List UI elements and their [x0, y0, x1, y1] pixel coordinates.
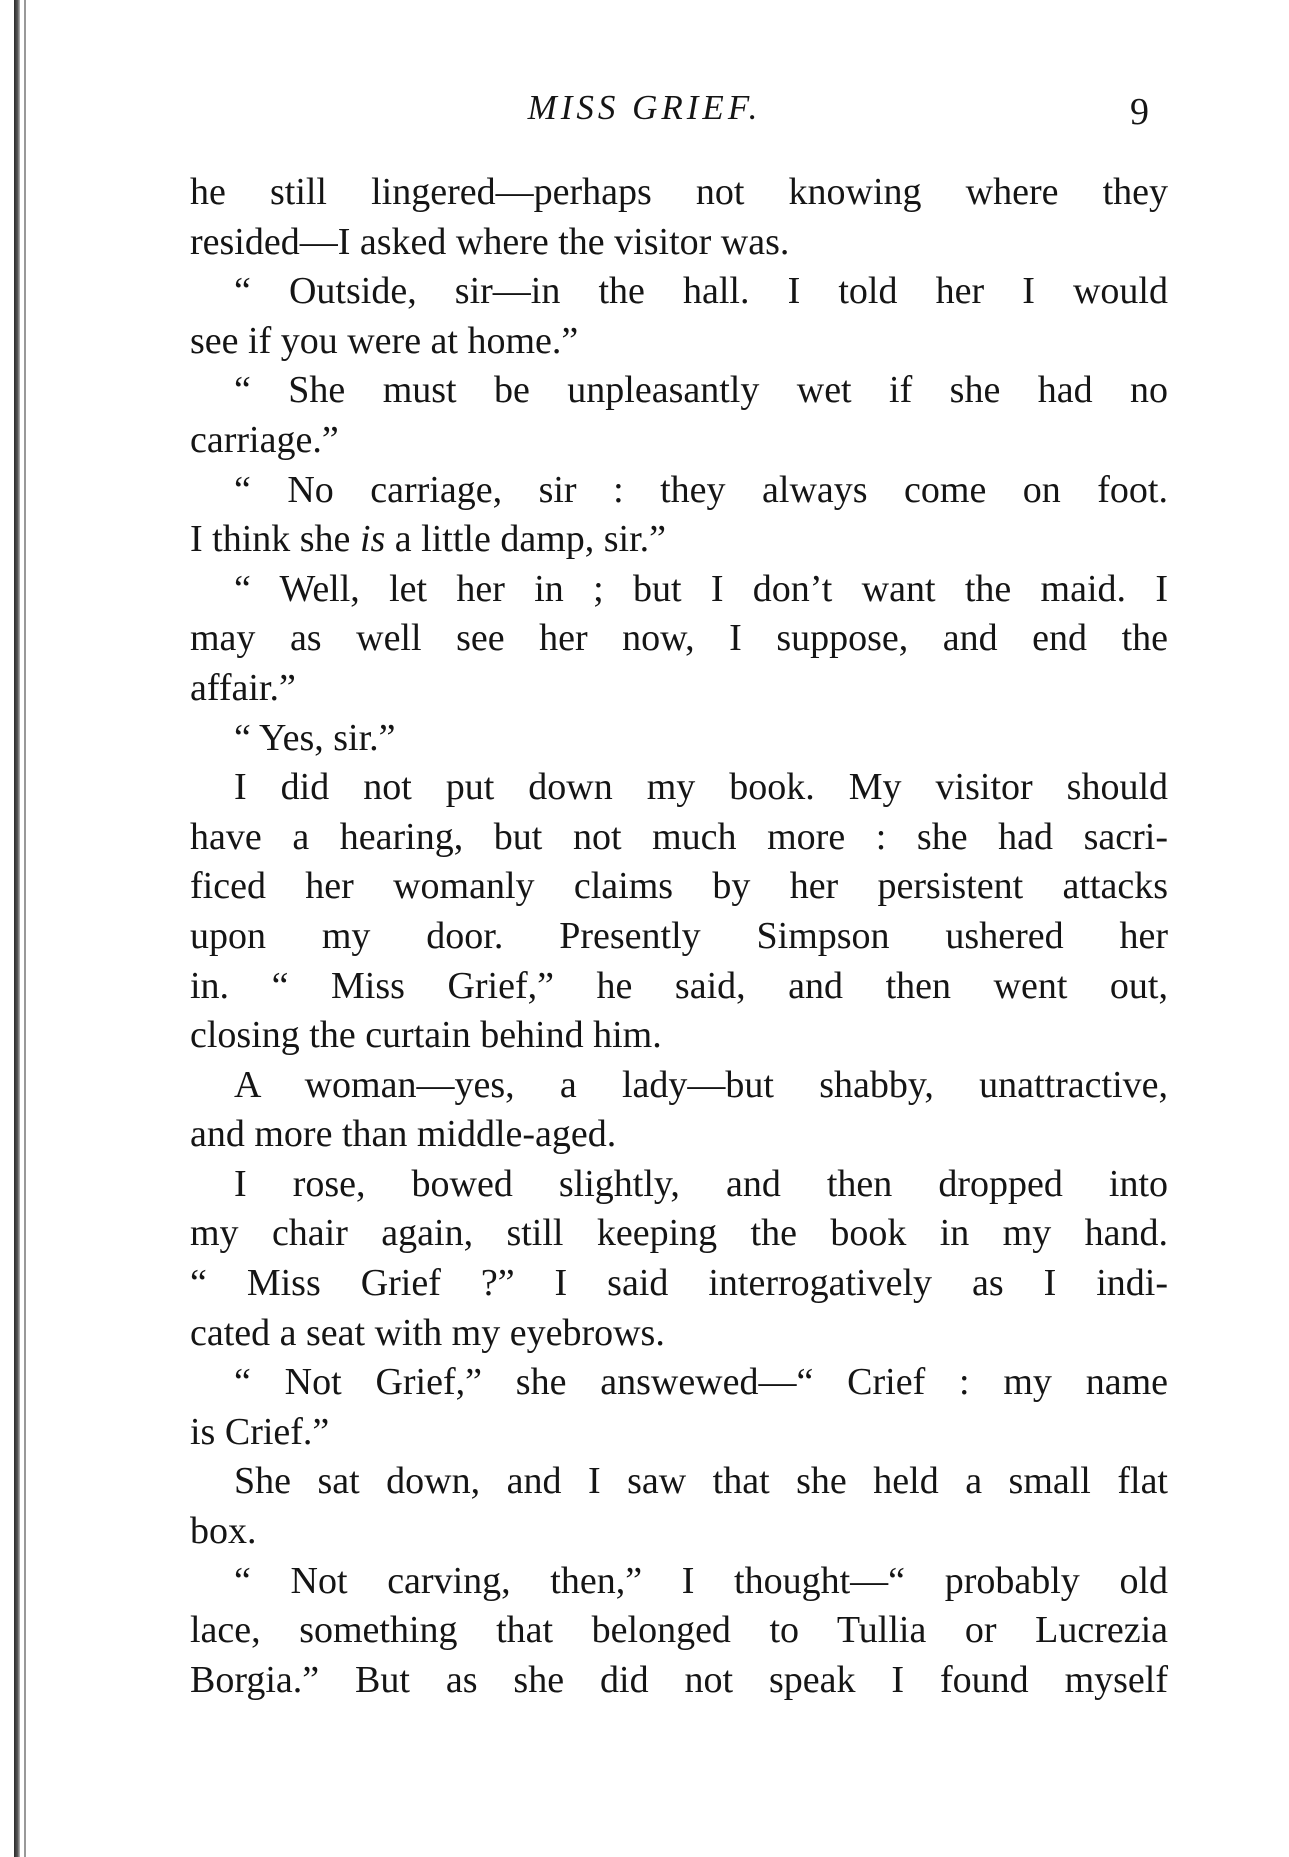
text-line [190, 515, 1168, 565]
page-binding-edge [14, 0, 20, 1857]
text-line: “ Not carving, then,” I thought—“ probably old [234, 1559, 1168, 1602]
text-line: and more than middle-aged. [190, 1113, 617, 1156]
text-line: box. [190, 1510, 257, 1553]
text-line: “ Not Grief,” she answewed—“ Crief : my name [234, 1361, 1168, 1404]
text-line: resided—I asked where the visitor was. [190, 220, 790, 263]
text-line: my chair again, still keeping the book in my hand. [190, 1212, 1168, 1255]
text-line: I did not put down my book. My visitor should [234, 766, 1168, 809]
italic-word: is [359, 518, 386, 561]
text-line: affair.” [190, 666, 296, 709]
running-title: MISS GRIEF. [527, 88, 762, 127]
page-binding-shadow [24, 0, 26, 1857]
text-line: “ Outside, sir—in the hall. I told her I would [234, 270, 1168, 313]
text-segment: a little damp, sir.” [385, 518, 667, 561]
text-line: “ She must be unpleasantly wet if she had no [234, 369, 1168, 412]
text-line: “ Well, let her in ; but I don’t want the maid. I [234, 567, 1168, 610]
text-line: I rose, bowed slightly, and then dropped into [234, 1162, 1168, 1205]
text-line: lace, something that belonged to Tullia or Lucrezia [190, 1609, 1168, 1652]
text-line: cated a seat with my eyebrows. [190, 1311, 665, 1354]
text-line: Borgia.” But as she did not speak I found myself [190, 1658, 1168, 1701]
text-line: upon my door. Presently Simpson ushered her [190, 914, 1168, 957]
text-line: “ Miss Grief ?” I said interrogatively as I indi- [190, 1262, 1168, 1305]
text-line: have a hearing, but not much more : she had sacri- [190, 815, 1168, 858]
text-line: ficed her womanly claims by her persistent attacks [190, 865, 1168, 908]
text-segment: I think she [190, 518, 360, 561]
page-number: 9 [1130, 91, 1149, 133]
text-line: “ No carriage, sir : they always come on foot. [234, 468, 1168, 511]
text-line: he still lingered—perhaps not knowing where they [190, 171, 1168, 213]
text-line: is Crief.” [190, 1410, 330, 1453]
text-line: carriage.” [190, 418, 339, 461]
text-line: in. “ Miss Grief,” he said, and then went out, [190, 964, 1168, 1007]
text-line: may as well see her now, I suppose, and end the [190, 617, 1168, 660]
text-line: A woman—yes, a lady—but shabby, unattractive, [234, 1063, 1168, 1106]
text-line: “ Yes, sir.” [234, 716, 396, 759]
text-line: closing the curtain behind him. [190, 1014, 662, 1057]
body-text [190, 168, 1168, 1705]
text-line: see if you were at home.” [190, 319, 579, 362]
text-line: She sat down, and I saw that she held a small flat [234, 1460, 1168, 1503]
